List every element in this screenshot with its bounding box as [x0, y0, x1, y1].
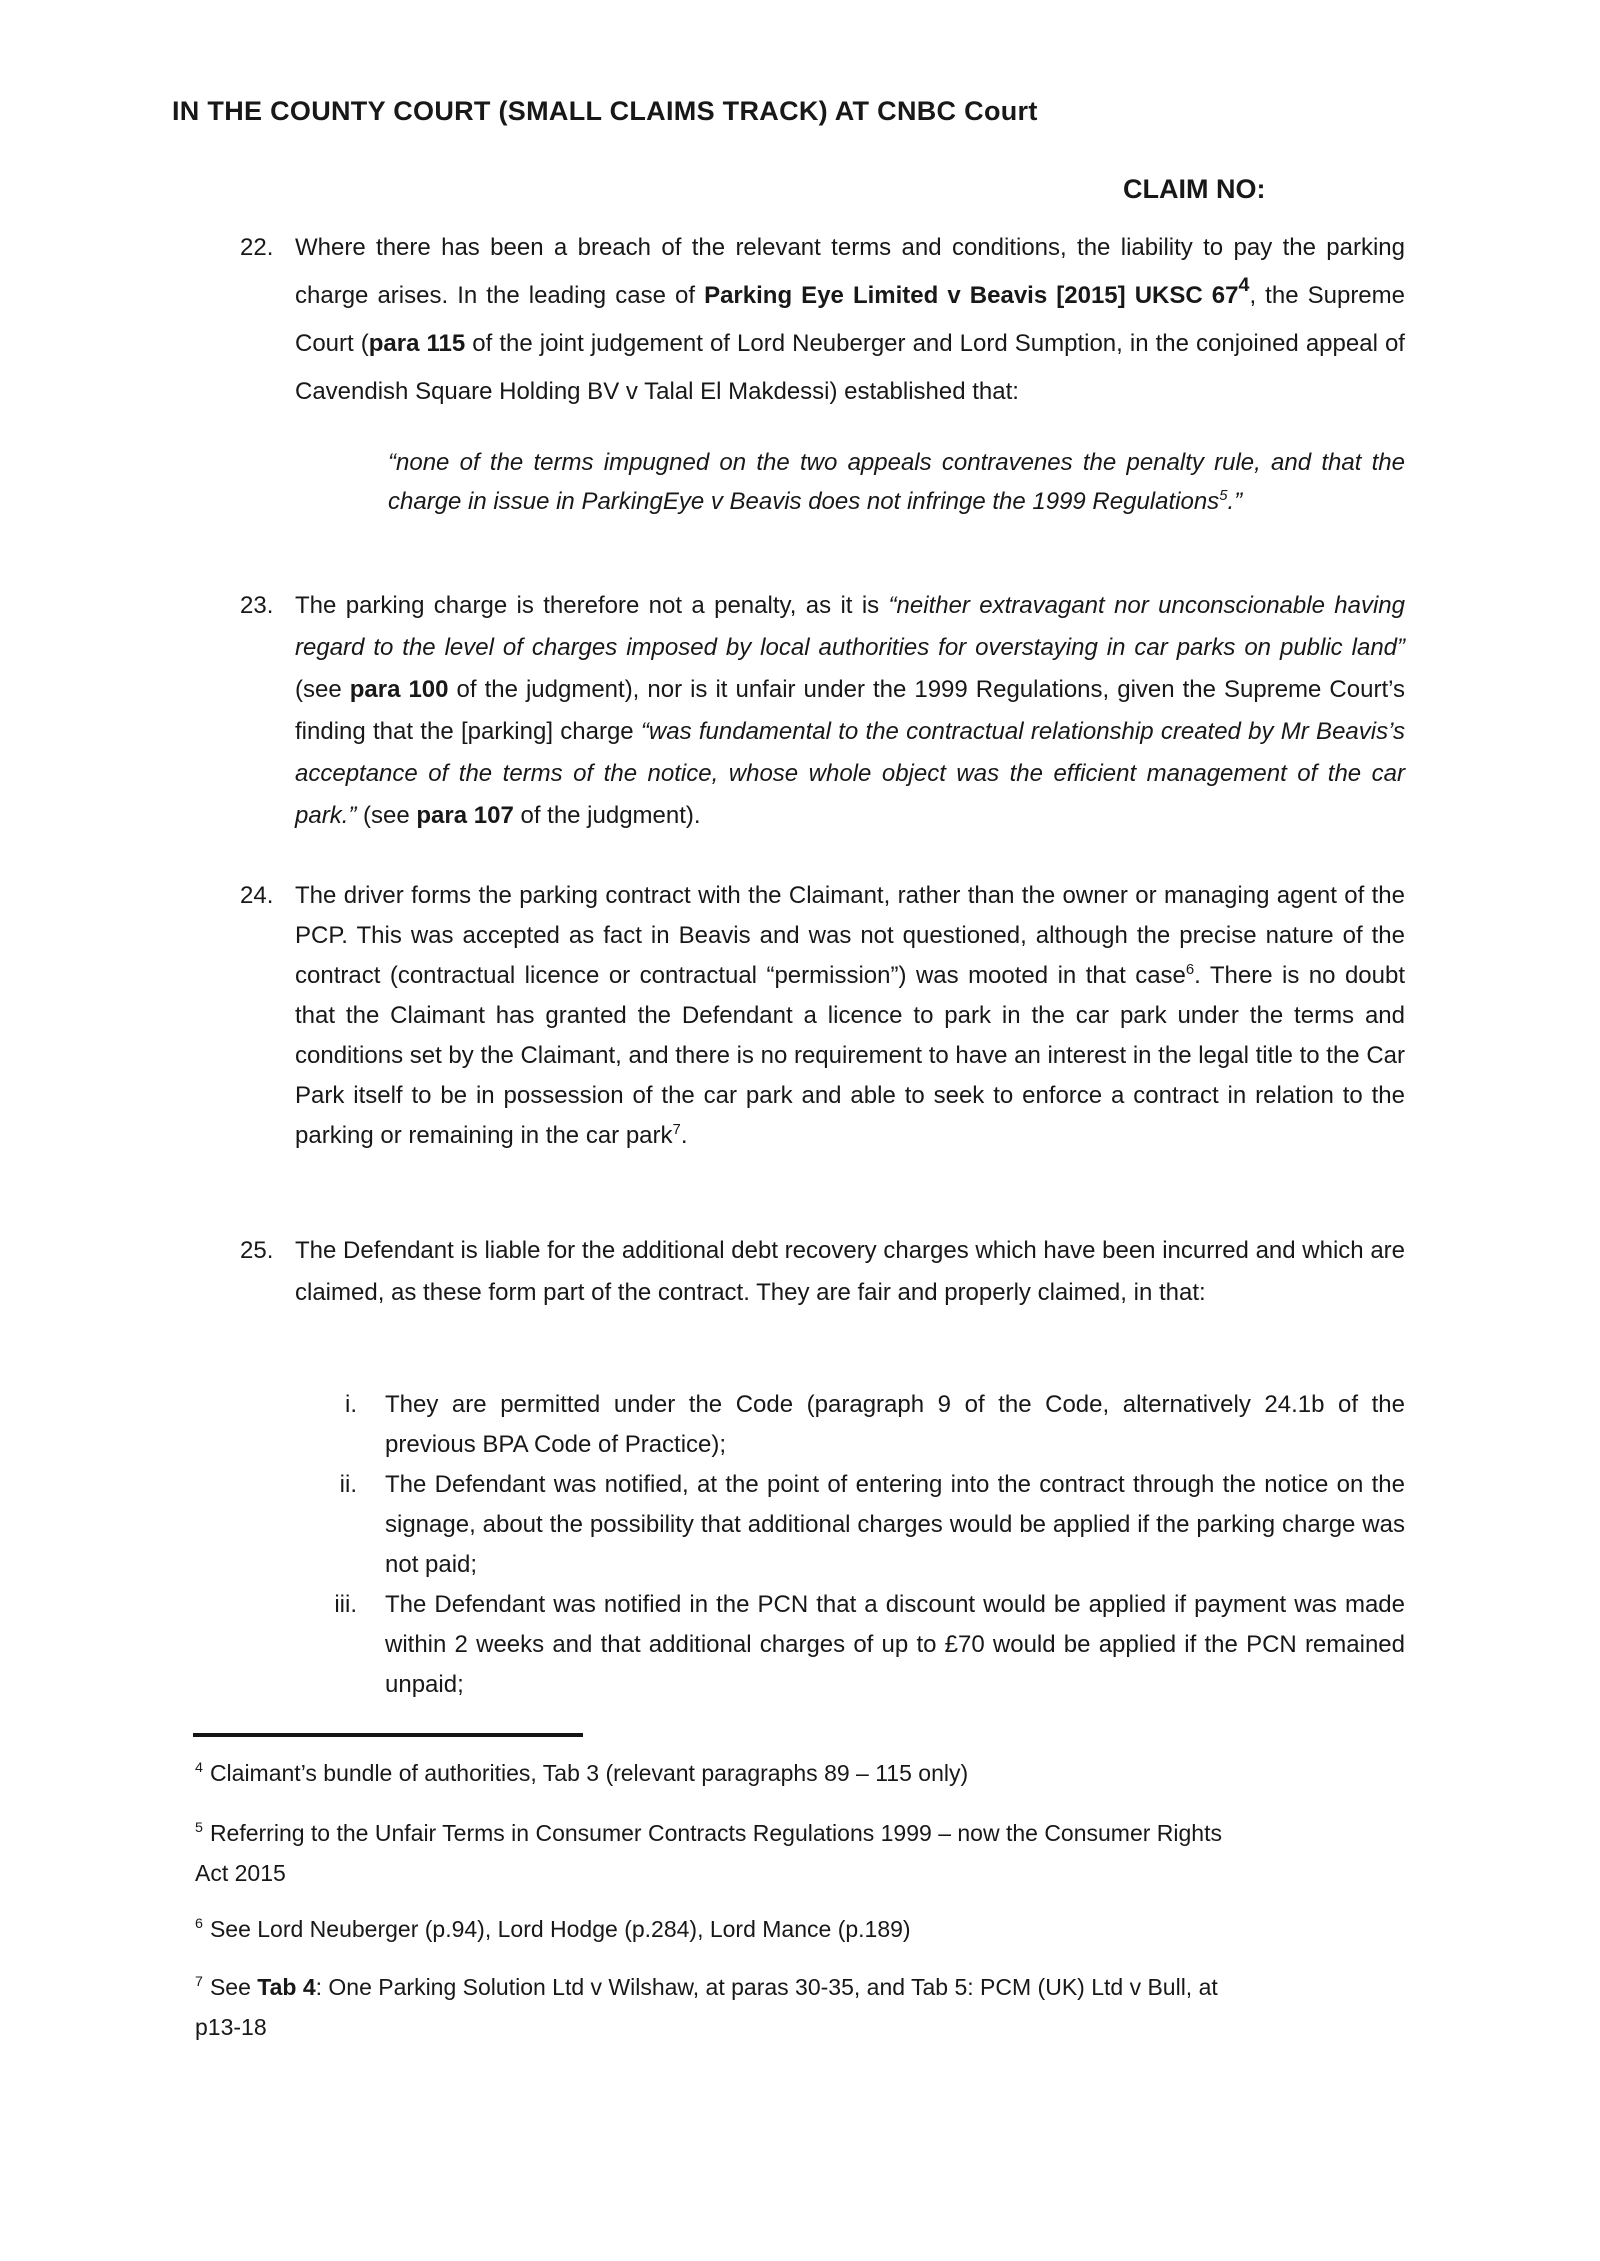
footnote-5-text: Referring to the Unfair Terms in Consumer Contracts Regulations 1999 – now the Consumer Rights Act 2015 — [195, 1820, 1222, 1886]
footnote-6-marker: 6 — [195, 1916, 203, 1933]
paragraph-24-number: 24. — [240, 882, 274, 909]
footnote-4 — [195, 1753, 1407, 1793]
footnote-separator-rule — [193, 1733, 583, 1737]
paragraph-25-number: 25. — [240, 1237, 274, 1264]
blockquote-beavis-judgment: “none of the terms impugned on the two appeals contravenes the penalty rule, and that the charge in issue in ParkingEye v Beavis does not infringe the 1999 Regulations$^5$.” — [388, 449, 1405, 515]
paragraph-22 — [240, 224, 1405, 416]
list-item-ii-text: The Defendant was notified, at the point of entering into the contract through the notice on the signage, about the possibility that additional charges would be applied if the parking charge was not paid; — [385, 1471, 1405, 1578]
paragraph-24 — [240, 876, 1405, 1156]
paragraph-25 — [240, 1230, 1405, 1314]
claim-no-label: CLAIM NO: — [1123, 174, 1266, 204]
paragraph-24-text: The driver forms the parking contract with the Claimant, rather than the owner or managing agent of the PCP. This was accepted as fact in Beavis and was not questioned, although the precise nature of the contract (contractual licence or contractual “permission”) was mooted in that case$^6$. There is no doubt that the Claimant has granted the Defendant a licence to park in the car park under the terms and conditions set by the Claimant, and there is no requirement to have an interest in the legal title to the Car Park itself to be in possession of the car park and able to seek to enforce a contract in relation to the parking or remaining in the car park$^7$. — [295, 882, 1405, 1149]
footnote-6-text: See Lord Neuberger (p.94), Lord Hodge (p.284), Lord Mance (p.189) — [209, 1916, 911, 1942]
list-item-i — [345, 1385, 1405, 1465]
list-item-iii — [334, 1585, 1405, 1705]
footnote-4-text: Claimant’s bundle of authorities, Tab 3 (relevant paragraphs 89 – 115 only) — [209, 1760, 969, 1786]
list-item-ii — [339, 1465, 1405, 1585]
list-item-iii-text: The Defendant was notified in the PCN that a discount would be applied if payment was made within 2 weeks and that additional charges of up to £70 would be applied if the PCN remained unpaid; — [385, 1591, 1405, 1698]
paragraph-23-text: The parking charge is therefore not a penalty, as it is “neither extravagant nor unconscionable having regard to the level of charges imposed by local authorities for overstaying in car parks on public land” (see para 100 of the judgment), nor is it unfair under the 1999 Regulations, given the Supreme Court’s finding that the [parking] charge “was fundamental to the contractual relationship created by Mr Beavis’s acceptance of the terms of the notice, whose whole object was the efficient management of the car park.” (see para 107 of the judgment). — [295, 592, 1406, 829]
list-item-i-text: They are permitted under the Code (paragraph 9 of the Code, alternatively 24.1b of the previous BPA Code of Practice); — [385, 1391, 1405, 1458]
footnote-7-text: See Tab 4: One Parking Solution Ltd v Wilshaw, at paras 30-35, and Tab 5: PCM (UK) Ltd v Bull, at p13-18 — [195, 1974, 1218, 2040]
list-item-i-marker: i. — [345, 1391, 357, 1418]
paragraph-22-number: 22. — [240, 234, 274, 261]
paragraph-25-text: The Defendant is liable for the additional debt recovery charges which have been incurred and which are claimed, as these form part of the contract. They are fair and properly claimed, in that: — [295, 1237, 1405, 1306]
paragraph-23 — [240, 585, 1406, 837]
paragraph-23-number: 23. — [240, 592, 274, 619]
list-item-iii-marker: iii. — [334, 1591, 357, 1618]
paragraph-22-text: Where there has been a breach of the relevant terms and conditions, the liability to pay the parking charge arises. In the leading case of Parking Eye Limited v Beavis [2015] UKSC $67^4$, the Supreme Court (para 115 of the joint judgement of Lord Neuberger and Lord Sumption, in the conjoined appeal of Cavendish Square Holding BV v Talal El Makdessi) established that: — [295, 234, 1405, 405]
footnote-6 — [195, 1909, 1407, 1949]
list-item-ii-marker: ii. — [339, 1471, 357, 1498]
footnote-7-marker: 7 — [195, 1974, 203, 1991]
footnote-5 — [195, 1813, 1407, 1893]
footnote-4-marker: 4 — [195, 1760, 203, 1777]
footnote-5-marker: 5 — [195, 1820, 203, 1837]
court-header-title: IN THE COUNTY COURT (SMALL CLAIMS TRACK) AT CNBC Court — [172, 96, 1038, 126]
footnote-7 — [195, 1967, 1407, 2047]
